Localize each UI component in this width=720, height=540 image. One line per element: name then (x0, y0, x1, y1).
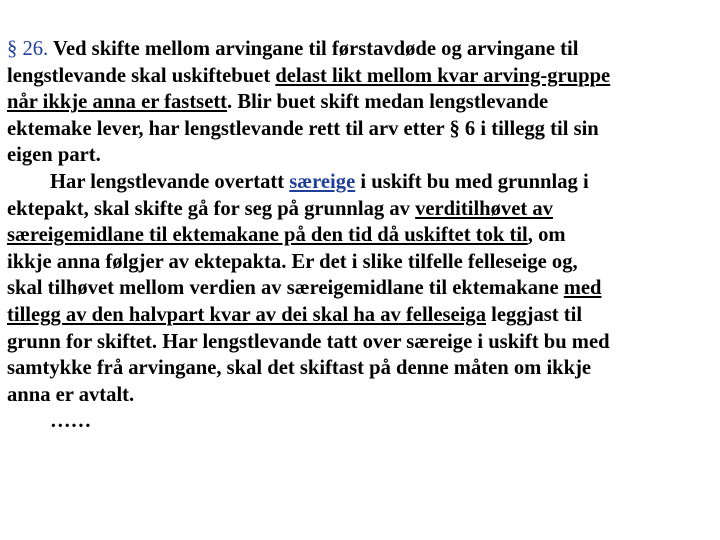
p2-line-6 (7, 302, 715, 329)
p2-l3-underlined: særeigemidlane til ektemakane på den tid då uskiftet tok til (7, 224, 528, 247)
p1-line-4: ektemake lever, har lengstlevande rett til arv etter § 6 i tillegg til sin (7, 117, 599, 140)
law-text (7, 36, 715, 435)
p1-l3-underlined: når ikkje anna er fastsett (7, 91, 228, 114)
p2-line-7: grunn for skiftet. Har lengstlevande tatt over særeige i uskift bu med (7, 330, 610, 353)
p1-l1-text: Ved skifte mellom arvingane til førstavdøde og arvingane til (48, 38, 579, 60)
p1-line-2 (7, 63, 715, 90)
p2-line-4: ikkje anna følgjer av ektepakta. Er det i slike tilfelle felleseige og, (7, 250, 578, 273)
p1-l2-underlined: delast likt mellom kvar arving-gruppe (275, 64, 611, 87)
ellipsis: …… (50, 410, 92, 433)
p1-l2-text: lengstlevande skal uskiftebuet (7, 64, 276, 87)
p2-l5-underlined: med (563, 277, 602, 300)
p2-l2-text: ektepakt, skal skifte gå for seg på grunnlag av (7, 197, 416, 220)
p2-l6-underlined: tillegg av den halvpart kvar av dei skal ha av felleseiga (7, 303, 487, 326)
p1-line-5: eigen part. (7, 144, 101, 167)
p2-l5-text: skal tilhøvet mellom verdien av særeigemidlane til ektemakane (7, 277, 564, 300)
p2-l2-underlined: verditilhøvet av (415, 197, 553, 220)
p2-line-9: anna er avtalt. (7, 383, 135, 406)
p2-line-8: samtykke frå arvingane, skal det skiftast på denne måten om ikkje (7, 357, 592, 380)
section-number: § 26. (7, 38, 49, 60)
p2-l3-text: , om (527, 224, 566, 247)
p2-line-3 (7, 222, 715, 249)
p1-line-1 (7, 36, 715, 63)
p2-line-5 (7, 275, 715, 302)
p2-l1-underlined-term: særeige (289, 170, 356, 193)
p1-line-3 (7, 89, 715, 116)
p2-l6-text: leggjast til (486, 303, 583, 326)
p2-l1-text-end: i uskift bu med grunnlag i (355, 170, 589, 193)
p2-line-2 (7, 196, 715, 223)
p2-line-1 (7, 169, 715, 196)
p2-l1-text: Har lengstlevande overtatt (50, 170, 290, 193)
p1-l3-text: . Blir buet skift medan lengstlevande (227, 91, 549, 114)
